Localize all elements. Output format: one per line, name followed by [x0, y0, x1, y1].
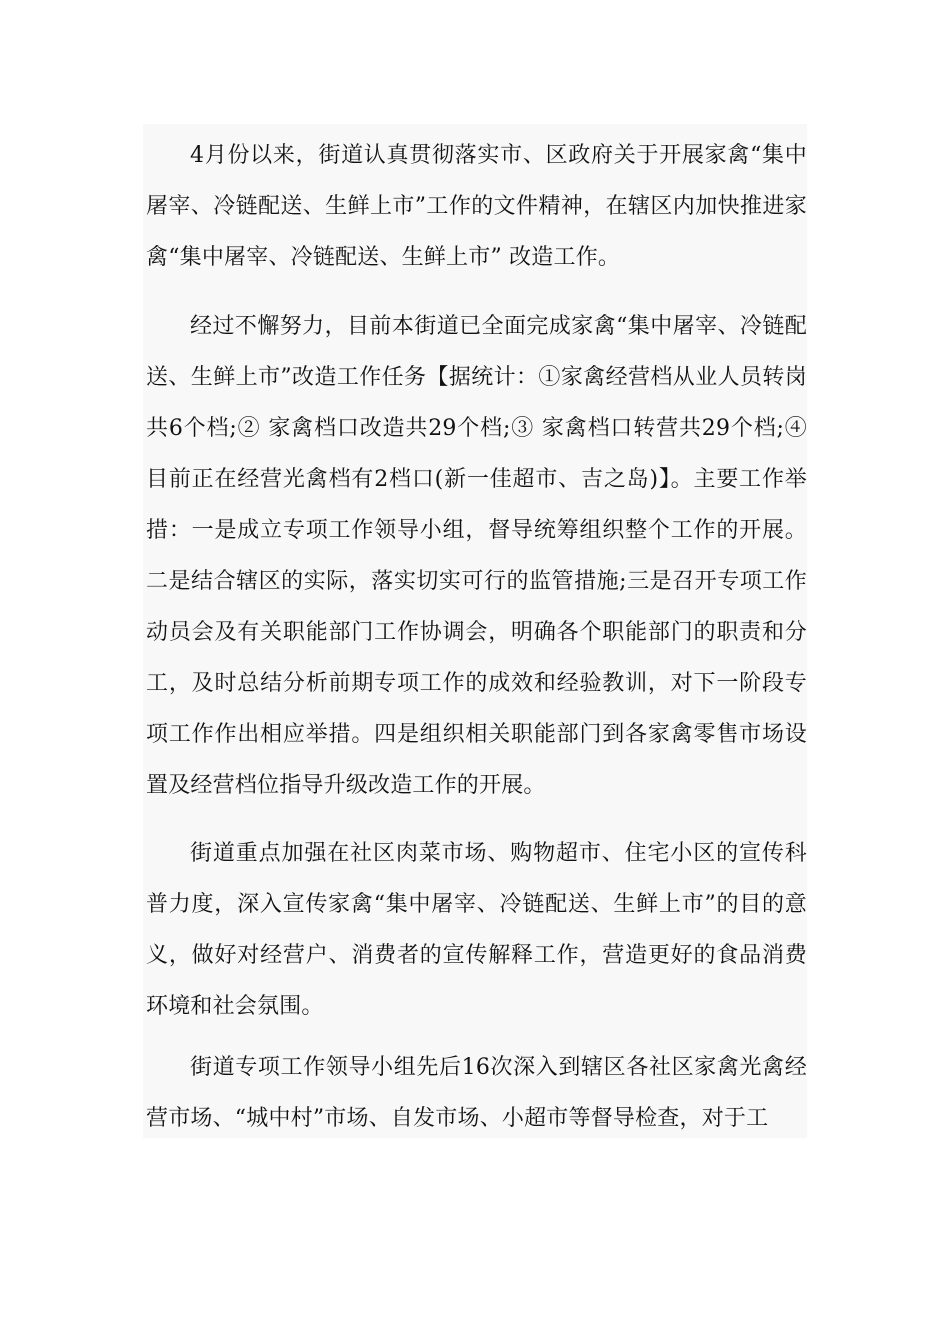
document-text-block: [143, 124, 807, 1138]
paragraph-progress: 经过不懈努力，目前本街道已全面完成家禽“集中屠宰、冷链配送、生鲜上市”改造工作任务【据统计：①家禽经营档从业人员转岗共6个档;② 家禽档口改造共29个档;③ 家禽档口转营共29个档;④ 目前正在经营光禽档有2档口(新一佳超市、吉之岛)】。主要工作举措：一是成立专项工作领导小组，督导统筹组织整个工作的开展。二是结合辖区的实际，落实切实可行的监管措施;三是召开专项工作动员会及有关职能部门工作协调会，明确各个职能部门的职责和分工，及时总结分析前期专项工作的成效和经验教训，对下一阶段专项工作作出相应举措。四是组织相关职能部门到各家禽零售市场设置及经营档位指导升级改造工作的开展。: [146, 314, 807, 798]
paragraph-inspection: 街道专项工作领导小组先后16次深入到辖区各社区家禽光禽经营市场、“城中村”市场、自发市场、小超市等督导检查，对于工: [146, 1055, 807, 1131]
paragraph-intro: 4月份以来，街道认真贯彻落实市、区政府关于开展家禽“集中屠宰、冷链配送、生鲜上市”工作的文件精神，在辖区内加快推进家禽“集中屠宰、冷链配送、生鲜上市” 改造工作。: [146, 143, 807, 270]
paragraph-publicity: 街道重点加强在社区肉菜市场、购物超市、住宅小区的宣传科普力度，深入宣传家禽“集中屠宰、冷链配送、生鲜上市”的目的意义，做好对经营户、消费者的宣传解释工作，营造更好的食品消费环境和社会氛围。: [146, 841, 807, 1019]
